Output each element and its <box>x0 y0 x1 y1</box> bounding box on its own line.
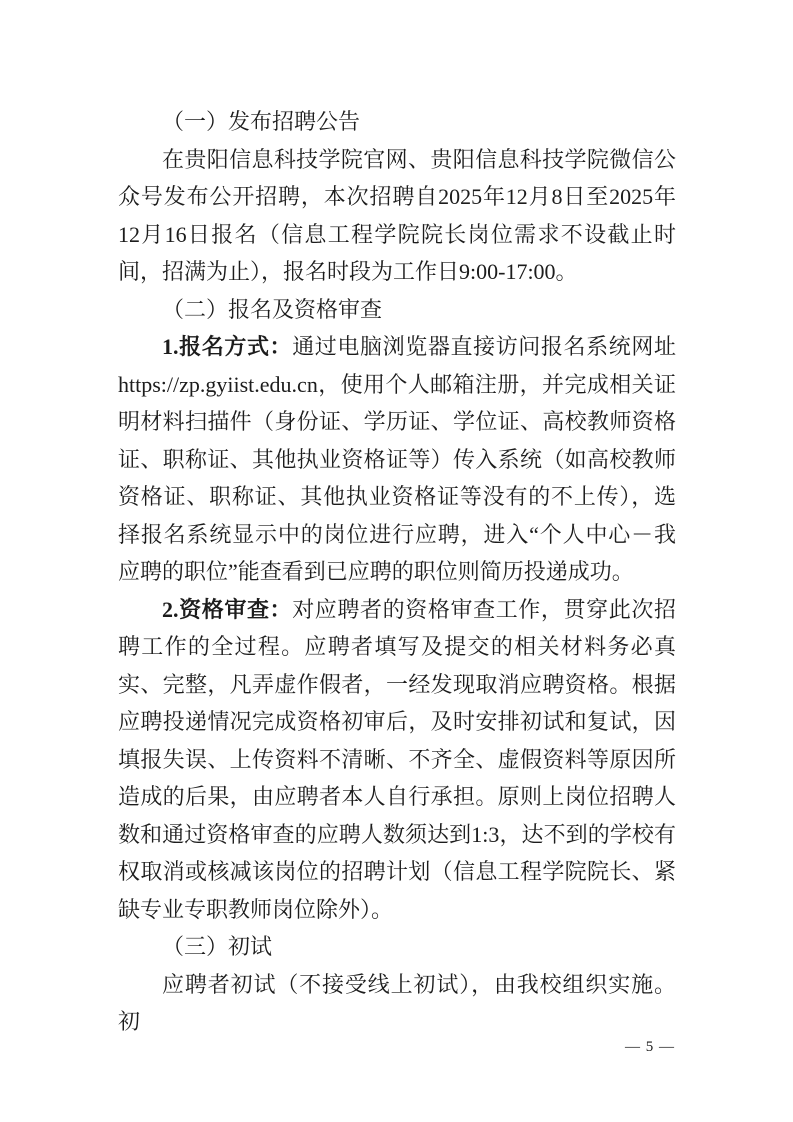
section-heading: （一）发布招聘公告 <box>162 109 361 134</box>
document-body <box>118 103 676 1041</box>
paragraph: 应聘者初试（不接受线上初试），由我校组织实施。初 <box>118 971 676 1034</box>
section-heading: （二）报名及资格审查 <box>162 296 383 322</box>
paragraph-lead-label: 1.报名方式： <box>162 334 293 359</box>
paragraph-lead-label: 2.资格审查： <box>162 596 293 622</box>
section-heading: （三）初试 <box>162 934 273 959</box>
paragraph: 1.报名方式：通过电脑浏览器直接访问报名系统网址https://zp.gyiist.edu.cn，使用个人邮箱注册，并完成相关证明材料扫描件（身份证、学历证、学位证、高校教师资格证、职称证、其他执业资格证等）传入系统（如高校教师资格证、职称证、其他执业资格证等没有的不上传），选择报名系统显示中的岗位进行应聘，进入“个人中心－我应聘的职位”能查看到已应聘的职位则简历投递成功。 <box>118 334 676 584</box>
page-number: — 5 — <box>625 1039 675 1055</box>
paragraph: 在贵阳信息科技学院官网、贵阳信息科技学院微信公众号发布公开招聘，本次招聘自2025年12月8日至2025年12月16日报名（信息工程学院院长岗位需求不设截止时间，招满为止），报名时段为工作日9:00-17:00。 <box>118 146 676 284</box>
paragraph: 2.资格审查：对应聘者的资格审查工作，贯穿此次招聘工作的全过程。应聘者填写及提交的相关材料务必真实、完整，凡弄虚作假者，一经发现取消应聘资格。根据应聘投递情况完成资格初审后，及时安排初试和复试，因填报失误、上传资料不清晰、不齐全、虚假资料等原因所造成的后果，由应聘者本人自行承担。原则上岗位招聘人数和通过资格审查的应聘人数须达到1:3，达不到的学校有权取消或核减该岗位的招聘计划（信息工程学院院长、紧缺专业专职教师岗位除外）。 <box>118 596 676 922</box>
